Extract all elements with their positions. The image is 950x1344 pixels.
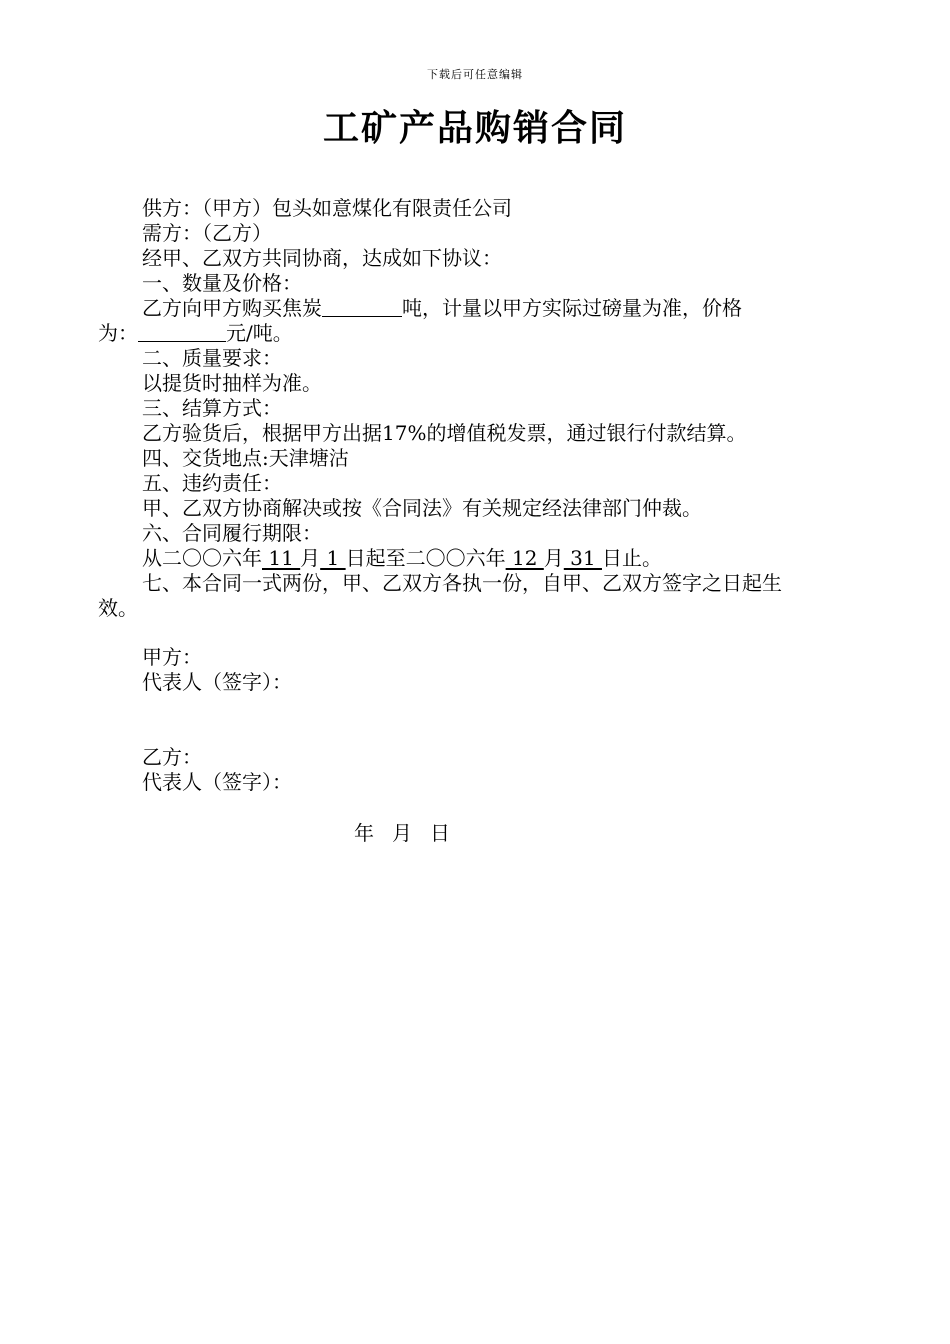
intro-line: 经甲、乙双方共同协商，达成如下协议： <box>142 246 502 270</box>
term-mid: 日起至二〇〇六年 <box>345 546 506 570</box>
section-6-text <box>98 546 816 571</box>
section-5-text: 甲、乙双方协商解决或按《合同法》有关规定经法律部门仲裁。 <box>142 496 702 520</box>
date-year: 年 <box>354 821 374 845</box>
page-title: 工矿产品购销合同 <box>322 107 627 149</box>
quantity-blank[interactable] <box>322 296 402 317</box>
start-month: 11 <box>262 546 301 570</box>
supplier-line: 供方：（甲方）包头如意煤化有限责任公司 <box>142 196 512 220</box>
header-note: 下载后可任意编辑 <box>427 68 523 81</box>
month-char: 月 <box>300 546 321 570</box>
start-day: 1 <box>320 546 346 570</box>
section-7-text: 七、本合同一式两份，甲、乙双方各执一份，自甲、乙双方签字之日起生效。 <box>98 571 782 620</box>
section-1-text-a: 乙方向甲方购买焦炭 <box>142 296 322 320</box>
price-blank[interactable] <box>138 321 226 342</box>
section-3-text: 乙方验货后，根据甲方出据17%的增值税发票，通过银行付款结算。 <box>142 421 747 445</box>
section-6-heading: 六、合同履行期限： <box>142 521 322 545</box>
section-4-heading: 四、交货地点:天津塘沽 <box>142 446 349 470</box>
end-day: 31 <box>563 546 602 570</box>
section-1-text <box>98 296 816 321</box>
party-a-label: 甲方： <box>142 645 202 669</box>
signing-date <box>98 821 816 846</box>
buyer-line: 需方：（乙方） <box>142 221 272 245</box>
section-2-text: 以提货时抽样为准。 <box>142 371 322 395</box>
month-char-2: 月 <box>543 546 564 570</box>
section-1-text-c: 为： <box>98 321 138 345</box>
party-b-signature: 代表人（签字）： <box>142 770 292 794</box>
date-month: 月 <box>392 821 412 845</box>
term-from: 从二〇〇六年 <box>142 546 262 570</box>
date-day: 日 <box>430 821 450 845</box>
section-1-text-b: 吨，计量以甲方实际过磅量为准，价格 <box>402 296 742 320</box>
party-a-signature: 代表人（签字）： <box>142 670 292 694</box>
section-1-text-d: 元/吨。 <box>226 321 293 345</box>
contract-body <box>98 196 816 846</box>
section-1-text-cont <box>98 321 816 346</box>
section-2-heading: 二、质量要求： <box>142 346 282 370</box>
section-5-heading: 五、违约责任： <box>142 471 282 495</box>
term-end: 日止。 <box>601 546 662 570</box>
section-1-heading: 一、数量及价格： <box>142 271 302 295</box>
end-month: 12 <box>505 546 544 570</box>
party-b-label: 乙方： <box>142 745 202 769</box>
section-3-heading: 三、结算方式： <box>142 396 282 420</box>
